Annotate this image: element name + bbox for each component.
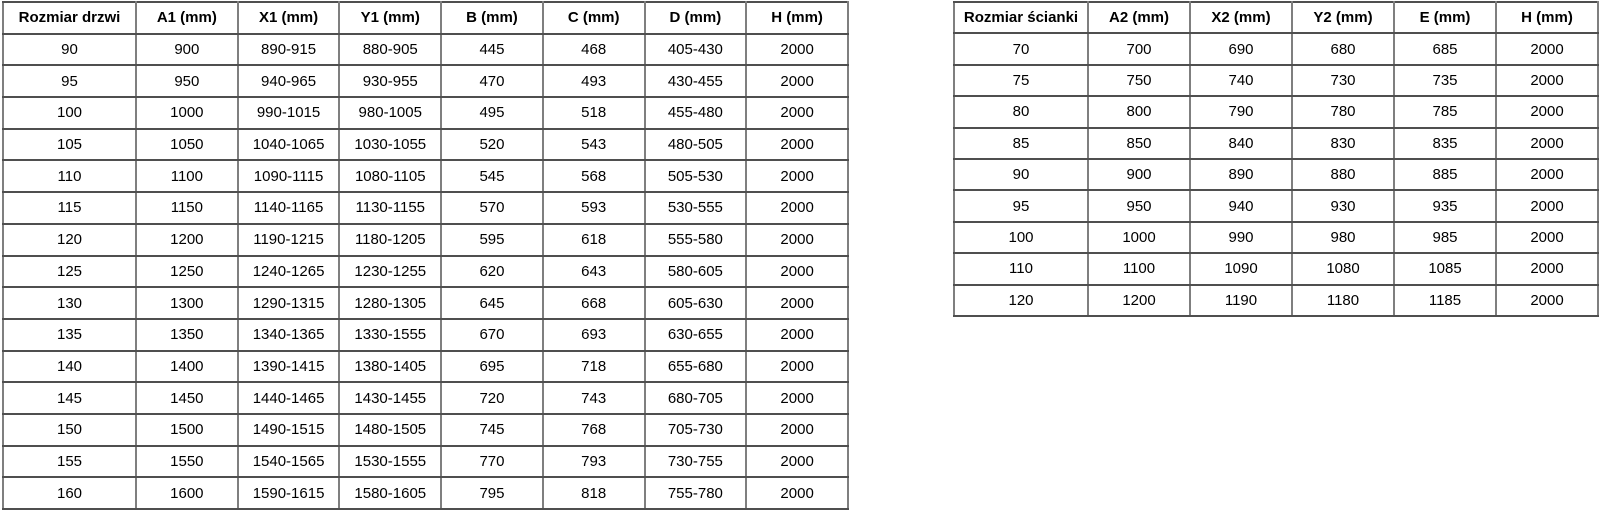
- table-row: [3, 65, 848, 97]
- table-cell: 890: [1190, 159, 1292, 190]
- table-cell: 1240-1265: [238, 256, 340, 288]
- table-cell: 150: [3, 414, 136, 446]
- table-cell: 740: [1190, 65, 1292, 96]
- table-cell: 990-1015: [238, 97, 340, 129]
- table-cell: 793: [543, 446, 645, 478]
- table-cell: 1180: [1292, 285, 1394, 316]
- table-cell: 75: [954, 65, 1088, 96]
- table-row: [954, 33, 1598, 64]
- table-cell: 1085: [1394, 253, 1496, 284]
- table-cell: 1300: [136, 287, 238, 319]
- table-cell: 1140-1165: [238, 192, 340, 224]
- table-cell: 685: [1394, 33, 1496, 64]
- table-cell: 1250: [136, 256, 238, 288]
- table-cell: 2000: [746, 34, 848, 66]
- table-cell: 2000: [1496, 190, 1598, 221]
- table-cell: 668: [543, 287, 645, 319]
- column-header: H (mm): [746, 2, 848, 34]
- table-cell: 110: [954, 253, 1088, 284]
- table-cell: 818: [543, 477, 645, 509]
- table-cell: 645: [441, 287, 543, 319]
- table-cell: 880-905: [339, 34, 441, 66]
- header-row: [3, 2, 848, 34]
- table-cell: 160: [3, 477, 136, 509]
- table-cell: 745: [441, 414, 543, 446]
- table-cell: 718: [543, 351, 645, 383]
- table-cell: 743: [543, 382, 645, 414]
- table-cell: 618: [543, 224, 645, 256]
- table-row: [954, 253, 1598, 284]
- table-cell: 1190: [1190, 285, 1292, 316]
- table-cell: 520: [441, 129, 543, 161]
- table-cell: 2000: [746, 256, 848, 288]
- table-cell: 730: [1292, 65, 1394, 96]
- table-cell: 840: [1190, 128, 1292, 159]
- table-cell: 1490-1515: [238, 414, 340, 446]
- table-cell: 445: [441, 34, 543, 66]
- table-row: [3, 351, 848, 383]
- table-cell: 885: [1394, 159, 1496, 190]
- table-cell: 620: [441, 256, 543, 288]
- table-cell: 80: [954, 96, 1088, 127]
- table-cell: 518: [543, 97, 645, 129]
- table-cell: 1340-1365: [238, 319, 340, 351]
- table-cell: 95: [954, 190, 1088, 221]
- table-cell: 1230-1255: [339, 256, 441, 288]
- column-header: H (mm): [1496, 2, 1598, 33]
- table-cell: 90: [3, 34, 136, 66]
- table-cell: 1130-1155: [339, 192, 441, 224]
- table-cell: 880: [1292, 159, 1394, 190]
- table-cell: 545: [441, 160, 543, 192]
- table-cell: 2000: [746, 129, 848, 161]
- table-cell: 935: [1394, 190, 1496, 221]
- table-cell: 768: [543, 414, 645, 446]
- table-cell: 1280-1305: [339, 287, 441, 319]
- table-cell: 70: [954, 33, 1088, 64]
- table-cell: 100: [954, 222, 1088, 253]
- table-cell: 835: [1394, 128, 1496, 159]
- table-row: [3, 192, 848, 224]
- table-cell: 700: [1088, 33, 1190, 64]
- table-cell: 90: [954, 159, 1088, 190]
- table-cell: 455-480: [645, 97, 747, 129]
- table-cell: 990: [1190, 222, 1292, 253]
- table-cell: 120: [3, 224, 136, 256]
- table-cell: 690: [1190, 33, 1292, 64]
- table-cell: 555-580: [645, 224, 747, 256]
- table-cell: 543: [543, 129, 645, 161]
- column-header: C (mm): [543, 2, 645, 34]
- table-cell: 135: [3, 319, 136, 351]
- table-cell: 480-505: [645, 129, 747, 161]
- table-row: [3, 287, 848, 319]
- table-row: [3, 224, 848, 256]
- table-cell: 2000: [746, 97, 848, 129]
- table-cell: 680-705: [645, 382, 747, 414]
- table-cell: 580-605: [645, 256, 747, 288]
- column-header: A2 (mm): [1088, 2, 1190, 33]
- table-row: [954, 96, 1598, 127]
- table-row: [3, 160, 848, 192]
- table-cell: 1000: [1088, 222, 1190, 253]
- table-cell: 630-655: [645, 319, 747, 351]
- table-cell: 130: [3, 287, 136, 319]
- table-cell: 1590-1615: [238, 477, 340, 509]
- table-cell: 1030-1055: [339, 129, 441, 161]
- door-sizes-table: [2, 1, 849, 510]
- table-cell: 755-780: [645, 477, 747, 509]
- table-row: [3, 319, 848, 351]
- table-row: [3, 256, 848, 288]
- column-header: Rozmiar ścianki: [954, 2, 1088, 33]
- table-cell: 1440-1465: [238, 382, 340, 414]
- table-cell: 1080: [1292, 253, 1394, 284]
- column-header: X2 (mm): [1190, 2, 1292, 33]
- table-cell: 980-1005: [339, 97, 441, 129]
- table-cell: 790: [1190, 96, 1292, 127]
- table-cell: 693: [543, 319, 645, 351]
- table-cell: 2000: [1496, 96, 1598, 127]
- table-cell: 1290-1315: [238, 287, 340, 319]
- table-cell: 430-455: [645, 65, 747, 97]
- table-cell: 1200: [1088, 285, 1190, 316]
- table-cell: 720: [441, 382, 543, 414]
- table-cell: 1190-1215: [238, 224, 340, 256]
- table-cell: 530-555: [645, 192, 747, 224]
- table-cell: 100: [3, 97, 136, 129]
- table-cell: 1530-1555: [339, 446, 441, 478]
- table-cell: 2000: [746, 477, 848, 509]
- table-cell: 468: [543, 34, 645, 66]
- table-row: [3, 446, 848, 478]
- table-cell: 1150: [136, 192, 238, 224]
- table-cell: 800: [1088, 96, 1190, 127]
- table-cell: 830: [1292, 128, 1394, 159]
- table-cell: 950: [136, 65, 238, 97]
- column-header: X1 (mm): [238, 2, 340, 34]
- table-cell: 985: [1394, 222, 1496, 253]
- column-header: E (mm): [1394, 2, 1496, 33]
- table-cell: 2000: [746, 160, 848, 192]
- table-cell: 940: [1190, 190, 1292, 221]
- table-cell: 750: [1088, 65, 1190, 96]
- table-cell: 155: [3, 446, 136, 478]
- table-cell: 1185: [1394, 285, 1496, 316]
- table-cell: 780: [1292, 96, 1394, 127]
- table-cell: 1040-1065: [238, 129, 340, 161]
- table-cell: 643: [543, 256, 645, 288]
- table-cell: 930: [1292, 190, 1394, 221]
- table-row: [3, 34, 848, 66]
- table-cell: 1100: [1088, 253, 1190, 284]
- column-header: Rozmiar drzwi: [3, 2, 136, 34]
- table-cell: 605-630: [645, 287, 747, 319]
- table-cell: 670: [441, 319, 543, 351]
- table-cell: 1430-1455: [339, 382, 441, 414]
- table-cell: 495: [441, 97, 543, 129]
- table-cell: 505-530: [645, 160, 747, 192]
- table-cell: 1200: [136, 224, 238, 256]
- table-row: [954, 285, 1598, 316]
- table-cell: 2000: [746, 192, 848, 224]
- table-cell: 1580-1605: [339, 477, 441, 509]
- table-cell: 125: [3, 256, 136, 288]
- table-cell: 980: [1292, 222, 1394, 253]
- table-cell: 145: [3, 382, 136, 414]
- table-cell: 1550: [136, 446, 238, 478]
- table-cell: 1540-1565: [238, 446, 340, 478]
- table-cell: 785: [1394, 96, 1496, 127]
- table-cell: 1380-1405: [339, 351, 441, 383]
- table-cell: 730-755: [645, 446, 747, 478]
- table-cell: 2000: [746, 287, 848, 319]
- column-header: Y1 (mm): [339, 2, 441, 34]
- table-cell: 900: [136, 34, 238, 66]
- table-cell: 2000: [746, 446, 848, 478]
- column-header: D (mm): [645, 2, 747, 34]
- table-cell: 850: [1088, 128, 1190, 159]
- table-cell: 85: [954, 128, 1088, 159]
- table-row: [3, 414, 848, 446]
- table-cell: 115: [3, 192, 136, 224]
- table-cell: 105: [3, 129, 136, 161]
- table-cell: 2000: [746, 414, 848, 446]
- table-cell: 2000: [746, 224, 848, 256]
- column-header: A1 (mm): [136, 2, 238, 34]
- table-cell: 2000: [1496, 253, 1598, 284]
- table-row: [954, 190, 1598, 221]
- table-cell: 1050: [136, 129, 238, 161]
- table-cell: 1600: [136, 477, 238, 509]
- table-cell: 1480-1505: [339, 414, 441, 446]
- table-cell: 2000: [746, 65, 848, 97]
- table-cell: 470: [441, 65, 543, 97]
- table-cell: 95: [3, 65, 136, 97]
- table-cell: 1400: [136, 351, 238, 383]
- wall-sizes-table: [953, 1, 1599, 317]
- table-cell: 2000: [1496, 285, 1598, 316]
- table-cell: 1350: [136, 319, 238, 351]
- table-cell: 1100: [136, 160, 238, 192]
- table-cell: 1000: [136, 97, 238, 129]
- table-cell: 2000: [1496, 128, 1598, 159]
- table-cell: 493: [543, 65, 645, 97]
- table-cell: 1330-1555: [339, 319, 441, 351]
- table-cell: 900: [1088, 159, 1190, 190]
- table-cell: 1180-1205: [339, 224, 441, 256]
- table-cell: 110: [3, 160, 136, 192]
- table-cell: 140: [3, 351, 136, 383]
- table-row: [954, 128, 1598, 159]
- table-cell: 890-915: [238, 34, 340, 66]
- header-row: [954, 2, 1598, 33]
- table-cell: 950: [1088, 190, 1190, 221]
- table-row: [954, 222, 1598, 253]
- table-cell: 2000: [746, 351, 848, 383]
- table-cell: 1390-1415: [238, 351, 340, 383]
- table-row: [3, 129, 848, 161]
- table-cell: 405-430: [645, 34, 747, 66]
- table-cell: 1090: [1190, 253, 1292, 284]
- table-cell: 735: [1394, 65, 1496, 96]
- table-cell: 2000: [1496, 222, 1598, 253]
- table-cell: 680: [1292, 33, 1394, 64]
- table-cell: 705-730: [645, 414, 747, 446]
- table-cell: 795: [441, 477, 543, 509]
- column-header: B (mm): [441, 2, 543, 34]
- table-cell: 930-955: [339, 65, 441, 97]
- table-cell: 2000: [1496, 33, 1598, 64]
- table-cell: 655-680: [645, 351, 747, 383]
- table-cell: 1090-1115: [238, 160, 340, 192]
- table-row: [3, 477, 848, 509]
- table-cell: 595: [441, 224, 543, 256]
- table-cell: 2000: [746, 319, 848, 351]
- table-cell: 770: [441, 446, 543, 478]
- table-cell: 695: [441, 351, 543, 383]
- table-cell: 1080-1105: [339, 160, 441, 192]
- table-row: [3, 97, 848, 129]
- table-cell: 1450: [136, 382, 238, 414]
- table-row: [954, 65, 1598, 96]
- table-cell: 568: [543, 160, 645, 192]
- table-cell: 2000: [746, 382, 848, 414]
- table-cell: 940-965: [238, 65, 340, 97]
- table-cell: 1500: [136, 414, 238, 446]
- table-cell: 570: [441, 192, 543, 224]
- table-cell: 2000: [1496, 65, 1598, 96]
- column-header: Y2 (mm): [1292, 2, 1394, 33]
- table-row: [3, 382, 848, 414]
- table-cell: 120: [954, 285, 1088, 316]
- table-cell: 593: [543, 192, 645, 224]
- table-row: [954, 159, 1598, 190]
- table-cell: 2000: [1496, 159, 1598, 190]
